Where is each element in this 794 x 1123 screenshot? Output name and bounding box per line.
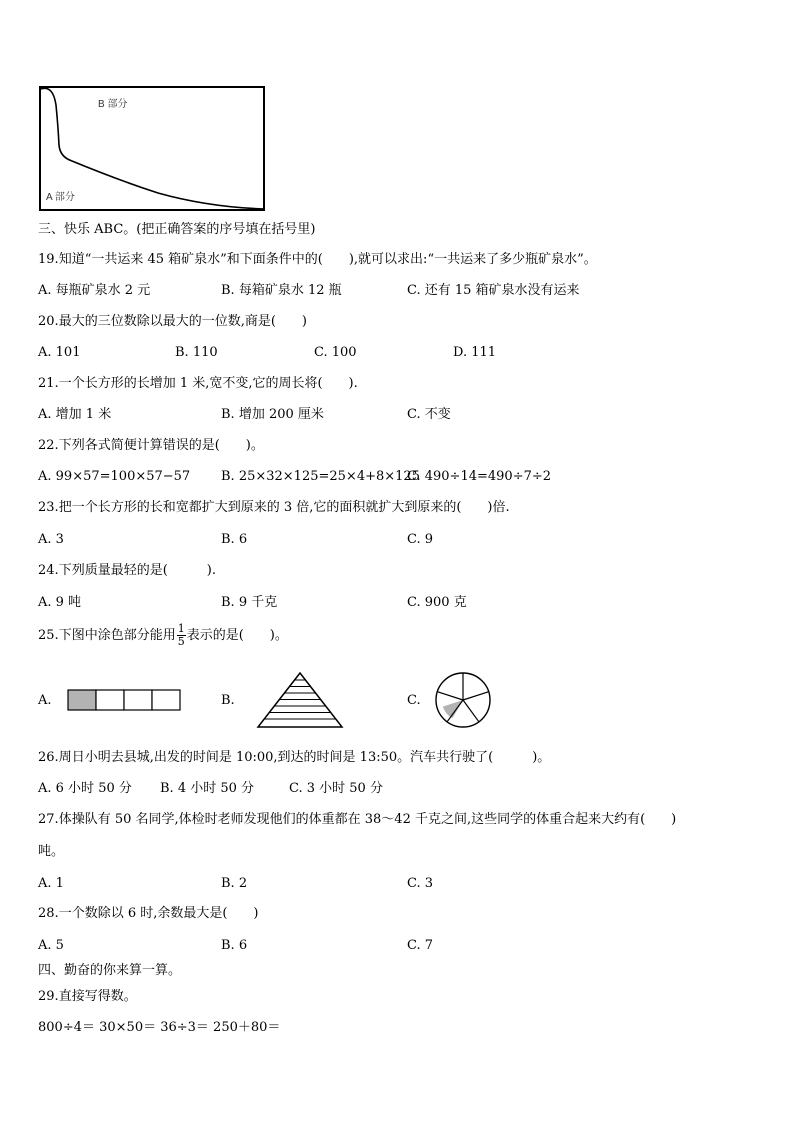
- q21-option-c[interactable]: C. 不变: [407, 407, 451, 422]
- circle-divider: [463, 700, 479, 722]
- q28-option-b[interactable]: B. 6: [221, 938, 248, 953]
- q24-option-c[interactable]: C. 900 克: [407, 595, 467, 610]
- question-text: 下列质量最轻的是( ).: [58, 563, 216, 578]
- q21-option-b[interactable]: B. 增加 200 厘米: [221, 407, 324, 422]
- question-text: 直接写得数。: [58, 989, 137, 1004]
- q26-option-c[interactable]: C. 3 小时 50 分: [289, 781, 383, 796]
- section-4-heading: 四、勤奋的你来算一算。: [38, 963, 182, 978]
- curve-figure: [38, 85, 268, 213]
- circle-divider: [463, 692, 489, 700]
- question-19: [38, 252, 597, 268]
- fraction-one-fifth: [177, 623, 186, 648]
- label-a-part: A 部分: [46, 192, 75, 203]
- q28-option-c[interactable]: C. 7: [407, 938, 434, 953]
- q28-option-a[interactable]: A. 5: [38, 938, 64, 953]
- question-number: 19.: [38, 252, 59, 267]
- q27-option-c[interactable]: C. 3: [407, 876, 434, 891]
- question-number: 25.: [38, 628, 59, 643]
- section-3-heading: 三、快乐 ABC。(把正确答案的序号填在括号里): [38, 222, 316, 237]
- q19-option-c[interactable]: C. 还有 15 箱矿泉水没有运来: [407, 283, 580, 298]
- circle-shaded-sector: [443, 700, 463, 718]
- question-text: 下列各式简便计算错误的是( )。: [58, 438, 264, 453]
- question-text: 体操队有 50 名同学,体检时老师发现他们的体重都在 38～42 千克之间,这些同学的体重合起来大约有( ): [58, 812, 677, 827]
- question-number: 29.: [38, 989, 59, 1004]
- q21-option-a[interactable]: A. 增加 1 米: [38, 407, 112, 422]
- question-24: [38, 563, 216, 579]
- bar-cell-shaded: [68, 690, 96, 710]
- q19-option-a[interactable]: A. 每瓶矿泉水 2 元: [38, 283, 151, 298]
- q19-option-b[interactable]: B. 每箱矿泉水 12 瓶: [221, 283, 342, 298]
- question-number: 20.: [38, 314, 59, 329]
- q23-option-b[interactable]: B. 6: [221, 532, 248, 547]
- q23-option-c[interactable]: C. 9: [407, 532, 434, 547]
- question-26: [38, 750, 550, 766]
- question-number: 22.: [38, 438, 59, 453]
- q25-option-a[interactable]: A.: [38, 693, 52, 708]
- q25-figure-c-circle: [433, 670, 493, 730]
- q24-option-a[interactable]: A. 9 吨: [38, 595, 82, 610]
- q23-option-a[interactable]: A. 3: [38, 532, 64, 547]
- question-22: [38, 438, 264, 454]
- question-number: 27.: [38, 812, 59, 827]
- question-text: 最大的三位数除以最大的一位数,商是( ): [58, 314, 307, 329]
- question-29: [38, 989, 137, 1005]
- q24-option-b[interactable]: B. 9 千克: [221, 595, 278, 610]
- q22-option-b[interactable]: B. 25×32×125=25×4+8×125: [221, 469, 420, 484]
- question-text: 一个数除以 6 时,余数最大是( ): [58, 906, 259, 921]
- question-text: 把一个长方形的长和宽都扩大到原来的 3 倍,它的面积就扩大到原来的( )倍.: [58, 500, 510, 515]
- bar-cell: [96, 690, 124, 710]
- q22-option-a[interactable]: A. 99×57=100×57−57: [38, 469, 191, 484]
- q29-expressions: 800÷4＝ 30×50＝ 36÷3＝ 250＋80＝: [38, 1020, 281, 1035]
- question-27: [38, 812, 676, 828]
- question-20: [38, 314, 307, 330]
- question-21: [38, 376, 358, 392]
- q25-figure-a-bar: [67, 689, 185, 713]
- q22-option-c[interactable]: C. 490÷14=490÷7÷2: [407, 469, 552, 484]
- question-text-before: 下图中涂色部分能用: [58, 628, 176, 643]
- question-number: 28.: [38, 906, 59, 921]
- q27-option-b[interactable]: B. 2: [221, 876, 248, 891]
- q25-option-c[interactable]: C.: [407, 693, 421, 708]
- question-25: [38, 622, 288, 650]
- question-23: [38, 500, 510, 516]
- q25-figure-b-triangle: [256, 670, 346, 730]
- question-28: [38, 906, 259, 922]
- label-b-part: B 部分: [98, 99, 128, 110]
- question-text: 周日小明去县城,出发的时间是 10:00,到达的时间是 13:50。汽车共行驶了( )。: [58, 750, 551, 765]
- bar-cell: [152, 690, 180, 710]
- figure-curve: [41, 88, 264, 209]
- fraction-numerator: 1: [177, 622, 185, 635]
- q20-option-b[interactable]: B. 110: [175, 345, 218, 360]
- question-number: 23.: [38, 500, 59, 515]
- question-number: 24.: [38, 563, 59, 578]
- question-number: 26.: [38, 750, 59, 765]
- q20-option-c[interactable]: C. 100: [314, 345, 357, 360]
- q20-option-a[interactable]: A. 101: [38, 345, 81, 360]
- q20-option-d[interactable]: D. 111: [453, 345, 497, 360]
- q25-option-b[interactable]: B.: [221, 693, 235, 708]
- question-text: 知道“一共运来 45 箱矿泉水”和下面条件中的( ),就可以求出:“一共运来了多少瓶矿泉水”。: [58, 252, 597, 267]
- question-number: 21.: [38, 376, 59, 391]
- question-27-line2: 吨。: [38, 844, 65, 859]
- fraction-denominator: 5: [177, 635, 185, 648]
- bar-cell: [124, 690, 152, 710]
- circle-divider: [437, 692, 463, 700]
- q26-option-a[interactable]: A. 6 小时 50 分: [38, 781, 132, 796]
- question-text: 一个长方形的长增加 1 米,宽不变,它的周长将( ).: [58, 376, 358, 391]
- q26-option-b[interactable]: B. 4 小时 50 分: [160, 781, 255, 796]
- question-text-after: 表示的是( )。: [186, 628, 288, 643]
- q27-option-a[interactable]: A. 1: [38, 876, 64, 891]
